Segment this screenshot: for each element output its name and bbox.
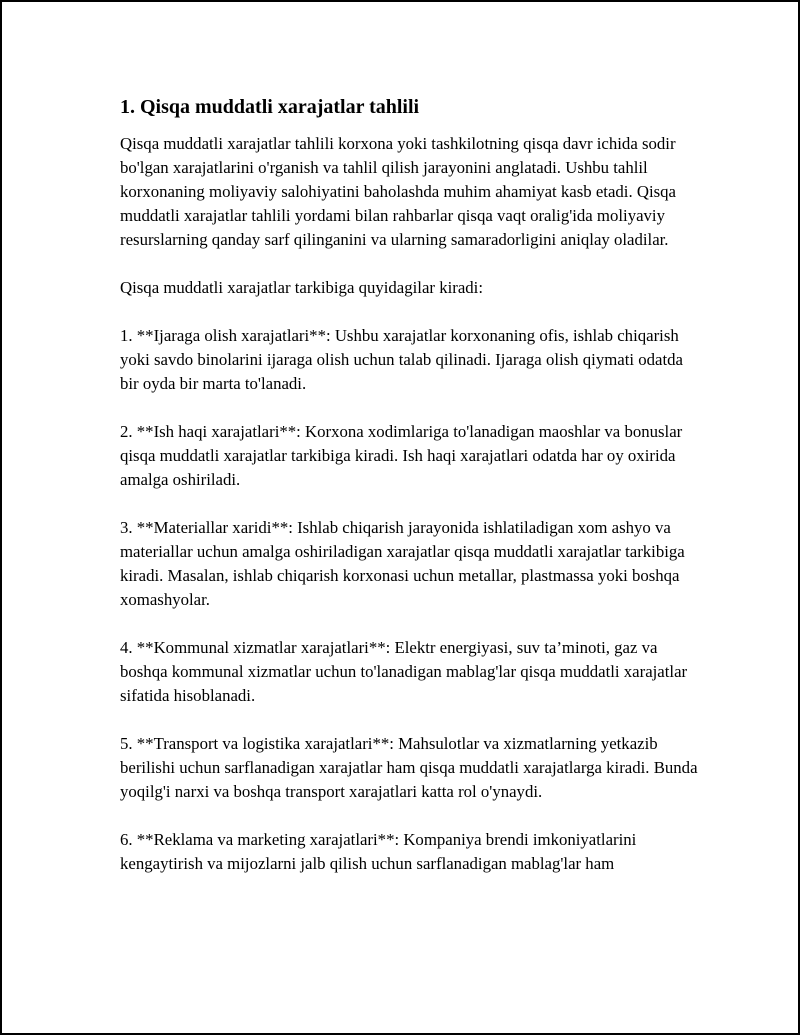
document-body <box>120 94 700 876</box>
list-item-salary: 2. **Ish haqi xarajatlari**: Korxona xodimlariga to'lanadigan maoshlar va bonuslar qisqa muddatli xarajatlar tarkibiga kiradi. Ish haqi xarajatlari odatda har oy oxirida amalga oshiriladi. <box>120 422 683 489</box>
intro-paragraph: Qisqa muddatli xarajatlar tahlili korxona yoki tashkilotning qisqa davr ichida sodir bo'lgan xarajatlarini o'rganish va tahlil qilish jarayonini anglatadi. Ushbu tahlil korxonaning moliyaviy salohiyatini baholashda muhim ahamiyat kasb etadi. Qisqa muddatli xarajatlar tahlili yordami bilan rahbarlar qisqa vaqt oralig'ida moliyaviy resurslarning qanday sarf qilinganini va ularning samaradorligini aniqlay oladilar. <box>120 134 677 249</box>
list-item-marketing: 6. **Reklama va marketing xarajatlari**: Kompaniya brendi imkoniyatlarini kengaytirish va mijozlarni jalb qilish uchun sarflanadigan mablag'lar ham <box>120 830 637 873</box>
list-intro-paragraph: Qisqa muddatli xarajatlar tarkibiga quyidagilar kiradi: <box>120 278 484 297</box>
list-item-transport: 5. **Transport va logistika xarajatlari**: Mahsulotlar va xizmatlarning yetkazib berilishi uchun sarflanadigan xarajatlar ham qisqa muddatli xarajatlarga kiradi. Bunda yoqilg'i narxi va boshqa transport xarajatlari katta rol o'ynaydi. <box>120 734 698 801</box>
list-item-materials: 3. **Materiallar xaridi**: Ishlab chiqarish jarayonida ishlatiladigan xom ashyo va materiallar uchun amalga oshiriladigan xarajatlar qisqa muddatli xarajatlar tarkibiga kiradi. Masalan, ishlab chiqarish korxonasi uchun metallar, plastmassa yoki boshqa xomashyolar. <box>120 518 685 609</box>
section-heading: 1. Qisqa muddatli xarajatlar tahlili <box>120 96 420 118</box>
list-item-rent: 1. **Ijaraga olish xarajatlari**: Ushbu xarajatlar korxonaning ofis, ishlab chiqarish yoki savdo binolarini ijaraga olish uchun talab qilinadi. Ijaraga olish qiymati odatda bir oyda bir marta to'lanadi. <box>120 326 683 393</box>
list-item-utilities: 4. **Kommunal xizmatlar xarajatlari**: Elektr energiyasi, suv ta’minoti, gaz va boshqa kommunal xizmatlar uchun to'lanadigan mablag'lar qisqa muddatli xarajatlar sifatida hisoblanadi. <box>120 638 688 705</box>
